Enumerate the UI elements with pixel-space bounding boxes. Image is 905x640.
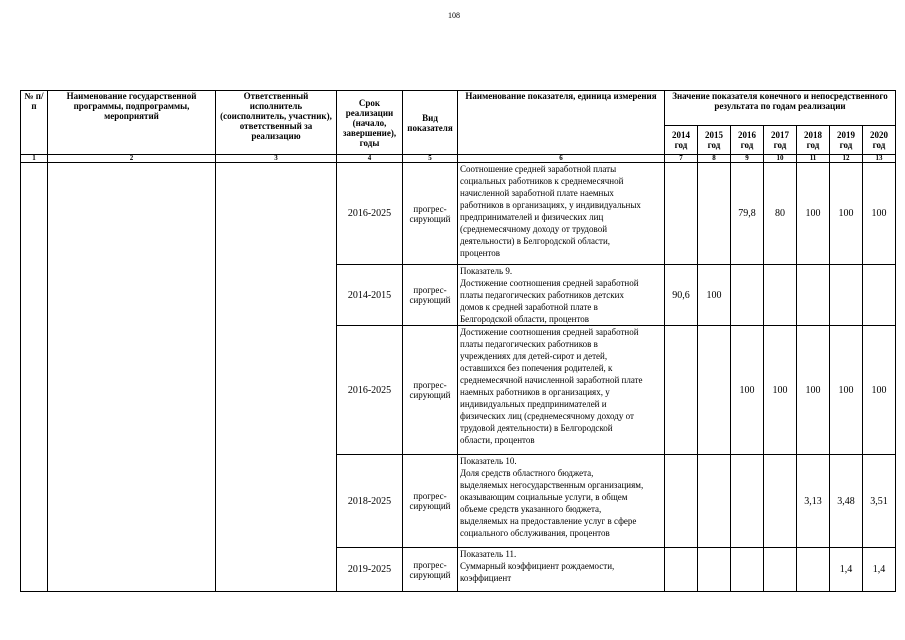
indicator-line: области, процентов [460,435,535,445]
year-header: 2016 год [731,126,764,155]
table-row [21,163,896,265]
indicator-line: деятельности) в Белгородской области, [460,236,611,246]
kind-cell: прогрес-сирующий [403,455,458,548]
column-number: 4 [337,155,403,163]
indicator-line: оказывающим социальные услуги, в общем [460,492,628,502]
executor-cell [216,163,337,592]
kind-cell: прогрес-сирующий [403,326,458,455]
page-number: 108 [448,11,460,20]
value-cell [731,548,764,592]
column-number: 6 [458,155,665,163]
year-header: 2019 год [830,126,863,155]
column-number: 9 [731,155,764,163]
period-cell: 2014-2015 [337,265,403,326]
indicator-table [20,90,896,592]
indicator-line: коэффициент [460,573,512,583]
column-number: 5 [403,155,458,163]
value-cell [665,163,698,265]
period-cell: 2019-2025 [337,548,403,592]
value-cell [764,548,797,592]
indicator-cell [458,326,665,455]
value-cell [764,455,797,548]
value-cell [797,548,830,592]
value-cell [698,163,731,265]
indicator-line: Достижение соотношения средней заработной [460,278,639,288]
year-header: 2018 год [797,126,830,155]
value-cell [665,455,698,548]
indicator-cell [458,163,665,265]
column-number: 7 [665,155,698,163]
value-cell: 79,8 [731,163,764,265]
indicator-line: учреждениях для детей-сирот и детей, [460,351,608,361]
value-cell [830,265,863,326]
kind-cell: прогрес-сирующий [403,265,458,326]
value-cell [863,265,896,326]
indicator-cell [458,548,665,592]
column-number: 13 [863,155,896,163]
indicator-line: социальных работников к среднемесячной [460,176,624,186]
value-cell: 100 [863,326,896,455]
year-header: 2020 год [863,126,896,155]
header-kind: Вид показателя [403,91,458,155]
indicator-line: Показатель 11. [460,549,517,559]
value-cell [698,455,731,548]
value-cell: 100 [830,163,863,265]
value-cell: 100 [830,326,863,455]
header-indicator: Наименование показателя, единица измерения [458,91,665,155]
kind-cell: прогрес-сирующий [403,548,458,592]
year-header: 2017 год [764,126,797,155]
value-cell [731,265,764,326]
value-cell: 3,51 [863,455,896,548]
indicator-line: среднемесячной начисленной заработной плате [460,375,643,385]
period-cell: 2018-2025 [337,455,403,548]
value-cell: 1,4 [830,548,863,592]
value-cell: 100 [731,326,764,455]
value-cell: 90,6 [665,265,698,326]
indicator-line: социального обслуживания, процентов [460,528,610,538]
value-cell: 3,13 [797,455,830,548]
indicator-line: индивидуальных предпринимателей и [460,399,607,409]
year-header: 2014 год [665,126,698,155]
indicator-line: Доля средств областного бюджета, [460,468,594,478]
period-cell: 2016-2025 [337,163,403,265]
kind-cell: прогрес-сирующий [403,163,458,265]
program-cell [48,163,216,592]
value-cell [731,455,764,548]
value-cell: 80 [764,163,797,265]
indicator-line: наемных работников в организациях, у [460,387,610,397]
indicator-line: платы педагогических работников в [460,339,598,349]
indicator-line: Показатель 10. [460,456,517,466]
value-cell [665,548,698,592]
value-cell: 100 [797,326,830,455]
column-number: 3 [216,155,337,163]
indicator-line: трудовой деятельности) в Белгородской [460,423,613,433]
value-cell [665,326,698,455]
value-cell: 100 [764,326,797,455]
header-period: Срок реализации (начало, завершение), годы [337,91,403,155]
year-header: 2015 год [698,126,731,155]
indicator-line: Соотношение средней заработной платы [460,164,617,174]
column-number: 10 [764,155,797,163]
indicator-line: платы педагогических работников детских [460,290,624,300]
indicator-line: выделяемых негосударственным организациям, [460,480,644,490]
header-executor: Ответственный исполнитель (соисполнитель, участник), ответственный за реализацию [216,91,337,155]
indicator-cell [458,265,665,326]
indicator-line: Суммарный коэффициент рождаемости, [460,561,615,571]
indicator-line: объеме средств указанного бюджета, [460,504,602,514]
header-values: Значение показателя конечного и непосредственного результата по годам реализации [665,91,896,126]
period-cell: 2016-2025 [337,326,403,455]
column-number: 12 [830,155,863,163]
indicator-cell [458,455,665,548]
indicator-line: начисленной заработной плате наемных [460,188,614,198]
indicator-line: работников в организациях, у индивидуальных [460,200,641,210]
value-cell [698,548,731,592]
column-number: 8 [698,155,731,163]
value-cell: 100 [797,163,830,265]
value-cell: 100 [698,265,731,326]
value-cell [764,265,797,326]
header-program: Наименование государственной программы, подпрограммы, мероприятий [48,91,216,155]
indicator-line: оставшихся без попечения родителей, к [460,363,613,373]
column-number: 11 [797,155,830,163]
indicator-line: выделяемых на предоставление услуг в сфере [460,516,637,526]
indicator-line: домов к средней заработной плате в [460,302,598,312]
indicator-line: физических лиц (среднемесячному доходу от [460,411,634,421]
indicator-line: Белгородской области, процентов [460,314,590,324]
indicator-line: предпринимателей и физических лиц [460,212,604,222]
indicator-line: Показатель 9. [460,266,513,276]
value-cell: 1,4 [863,548,896,592]
indicator-line: (среднемесячному доходу от трудовой [460,224,608,234]
value-cell: 3,48 [830,455,863,548]
column-number: 2 [48,155,216,163]
num-cell [21,163,48,592]
column-number: 1 [21,155,48,163]
indicator-line: Достижение соотношения средней заработной [460,327,639,337]
header-num: № п/п [21,91,48,155]
value-cell [797,265,830,326]
value-cell [698,326,731,455]
indicator-line: процентов [460,248,501,258]
value-cell: 100 [863,163,896,265]
column-numbers-row [21,155,896,163]
